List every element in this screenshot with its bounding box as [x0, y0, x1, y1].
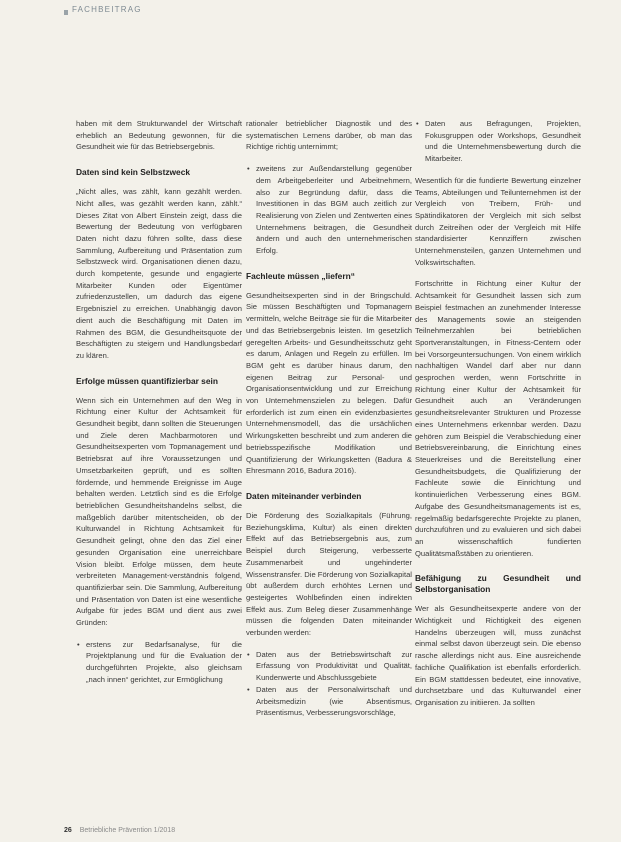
- subheading: Daten miteinander verbinden: [246, 490, 362, 501]
- bullet-list: [246, 163, 412, 257]
- subheading: Erfolge müssen quantifizierbar sein: [76, 375, 218, 386]
- paragraph: Wer als Gesundheitsexperte andere von der Wichtigkeit und Richtigkeit des eigenen Handelns überzeugen will, muss zunächst einmal selbst davon überzeugt sein. Die ebenso rasche allerdings nicht aus. Eine ausreichende fachliche Qualifikation ist ebenfalls erforderlich. Ein BGM stattdessen bedeutet, eine innovative, durchsetzbare und das Kulturwandel einer Organisation zu initiieren. Ja sollten: [415, 604, 581, 707]
- bullet-item: • Daten aus der Personalwirtschaft und Arbeitsmedizin (wie Absentismus, Präsentismus, Verbesserungsvorschläge,: [254, 684, 412, 719]
- bullet-item: • Daten aus der Betriebswirtschaft zur Erfassung von Produktivität und Qualität, Kundenwerte und Abschlussgebiete: [254, 649, 412, 684]
- bullet-list: [415, 118, 581, 165]
- text-column-2: [246, 118, 412, 729]
- paragraph: „Nicht alles, was zählt, kann gezählt werden. Nicht alles, was gezählt werden kann, zählt.“ Dieses Zitat von Albert Einstein zeigt, dass die Bewertung der Bedeutung von verfügbaren Daten nicht dazu führen sollte, dass diese Sammlung, Aufbereitung und Präsentation zum Selbstzweck wird. Organisationen dienen dazu, durch kompetente, gesunde und engagierte Mitarbeiter Kunden oder Eigentümer zufriedenzustellen, um dadurch das eigene Ergebnisziel zu erreichen. Unabhängig davon dient auch die Beschäftigung mit Daten im Rahmen des BGM, die Gesundheitsquote der Beschäftigten zu steigern und Handlungsbedarf zu klären.: [76, 187, 242, 360]
- text-column-1: [76, 118, 242, 696]
- magazine-name: Betriebliche Prävention 1/2018: [79, 827, 176, 834]
- bullet-list: [246, 649, 412, 719]
- page-footer: [64, 827, 175, 834]
- text-column-3: [415, 118, 581, 719]
- paragraph: Gesundheitsexperten sind in der Bringschuld. Sie müssen Beschäftigten und Topmanagern vermitteln, welche Beiträge sie für die Mitarbeiter und das Betriebsergebnis leisten. Im gesetzlich geregelten Arbeits- und Gesundheitsschutz geht es darum, Anlagen und Regeln zu erfüllen. Im BGM geht es darüber hinaus darum, den eigenen Beitrag zur Personal- und Organisationsentwicklung und zur Erreichung von Unternehmenszielen zu belegen. Dafür erforderlich ist zum einen ein evidenzbasiertes Unternehmensmodell, das die ursächlichen Wirkungsketten beschreibt und zum anderen die betriebsspezifische Modifikation und Quantifizierung der Wirkungsketten (Badura & Ehresmann 2016, Badura 2016).: [246, 290, 412, 476]
- bullet-list: [76, 639, 242, 686]
- paragraph: Die Förderung des Sozialkapitals (Führung, Beziehungsklima, Kultur) als einen direkten Effekt auf das Betriebsergebnis aus, zum Beispiel durch Steigerung, verbesserte Zusammenarbeit und ungehinderter Wissenstransfer. Die Förderung von Sozialkapital übt außerdem durch erhöhtes Lernen und gesteigertes Wohlbefinden einen indirekten Effekt aus. Zum Beleg dieser Zusammenhänge müssen die folgenden Daten miteinander verbunden werden:: [246, 510, 412, 638]
- subheading: Daten sind kein Selbstzweck: [76, 167, 191, 178]
- subheading: Fachleute müssen „liefern“: [246, 270, 355, 281]
- subheading: Befähigung zu Gesundheit und Selbstorganisation: [415, 573, 581, 595]
- paragraph: Wenn sich ein Unternehmen auf den Weg in Richtung einer Kultur der Achtsamkeit für Gesundheit begibt, dann sollten die Steuerungen und Ziele deren Machbarmotoren und Gesundheitsexperten vom Topmanagement und Betriebsrat auf ihre Voraussetzungen und Umsetzbarkeiten geprüft, und es sollten fördernde, und hemmende Ereignisse im Auge behalten werden. Letztlich sind es die Erfolge betrieblichen Gesundheitshandelns selbst, die maßgeblich darüber mitentscheiden, ob der Kulturwandel in Richtung Achtsamkeit für Gesundheit gelingt, ohne den das Ziel einer gesunden Organisation eine unerreichbare Vision bleibt. Erfolge müssen, dem heute verbreiteten Management-verständnis folgend, quantifizierbar sein. Die Sammlung, Aufbereitung und Präsentation von Daten ist eine wesentliche Aufgabe für jedes BGM und dient aus zwei Gründen:: [76, 395, 242, 628]
- bullet-item: • erstens zur Bedarfsanalyse, für die Projektplanung und für die Evaluation der durchgeführten Projekte, also gleichsam „nach innen“ gerichtet, zur Ermöglichung: [84, 639, 242, 686]
- section-marker: [64, 10, 68, 15]
- bullet-item: • Daten aus Befragungen, Projekten, Fokusgruppen oder Workshops, Gesundheit und die Unternehmensbewertung durch die Mitarbeiter.: [423, 118, 581, 165]
- paragraph: Fortschritte in Richtung einer Kultur der Achtsamkeit für Gesundheit lassen sich zum Beispiel festmachen an zunehmender Interesse des Managements sowie an steigenden Teilnehmerzahlen bei betrieblichen Sportveranstaltungen, in Fitness-Centern oder bei Vorsorgeuntersuchungen. Von einem wirklich nachhaltigen Wandel darf aber nur dann gesprochen werden, wenn Fortschritte in Richtung einer Kultur der Achtsamkeit für Gesundheit auch an Veränderungen gesundheitsrelevanter Strukturen und Prozesse eines Unternehmens erkennbar werden. Dazu gehören zum Beispiel die Verabschiedung einer Betriebsvereinbarung, die Einrichtung eines Steuerkreises und die Bereitstellung einer Gesundheitsbudgets, die Qualifizierung der Fachleute sowie die Einrichtung und kontinuierlichen Verbesserung eines BGM. Aufgabe des Gesundheitsmanagements ist es, regelmäßig bedarfsgerechte Projekte zu planen, durchzuführen und zu evaluieren und sich dabei an wissenschaftlich fundierten Qualitätsmaßstäben zu orientieren.: [415, 279, 581, 558]
- paragraph: haben mit dem Strukturwandel der Wirtschaft erheblich an Bedeutung gewonnen, für die Gesundheit wie für das Betriebsergebnis.: [76, 119, 242, 152]
- section-tag: FACHBEITRAG: [72, 5, 142, 14]
- bullet-item: • zweitens zur Außendarstellung gegenüber dem Arbeitgeberleiter und Arbeitnehmern, also zur Begründung dafür, dass die Investitionen in das BGM auch zeitlich zur Realisierung von Zielen und Zentwerten eines Unternehmens beitragen, die Gesundheit ändern und auch den unternehmerischen Erfolg.: [254, 163, 412, 257]
- page-number: 26: [64, 827, 72, 834]
- paragraph: Wesentlich für die fundierte Bewertung einzelner Teams, Abteilungen und Teilunternehmen ist der Vergleich von Treibern, Früh- und Spätindikatoren der Vergleich mit sich selbst durch Zeitreihen oder der Vergleich mit Hilfe standardisierter Kennziffern zwischen Unternehmensteilen, ganzen Unternehmen und Volkswirtschaften.: [415, 175, 581, 267]
- paragraph: rationaler betrieblicher Diagnostik und des systematischen Lernens darüber, ob man das Richtige richtig unternimmt;: [246, 119, 412, 152]
